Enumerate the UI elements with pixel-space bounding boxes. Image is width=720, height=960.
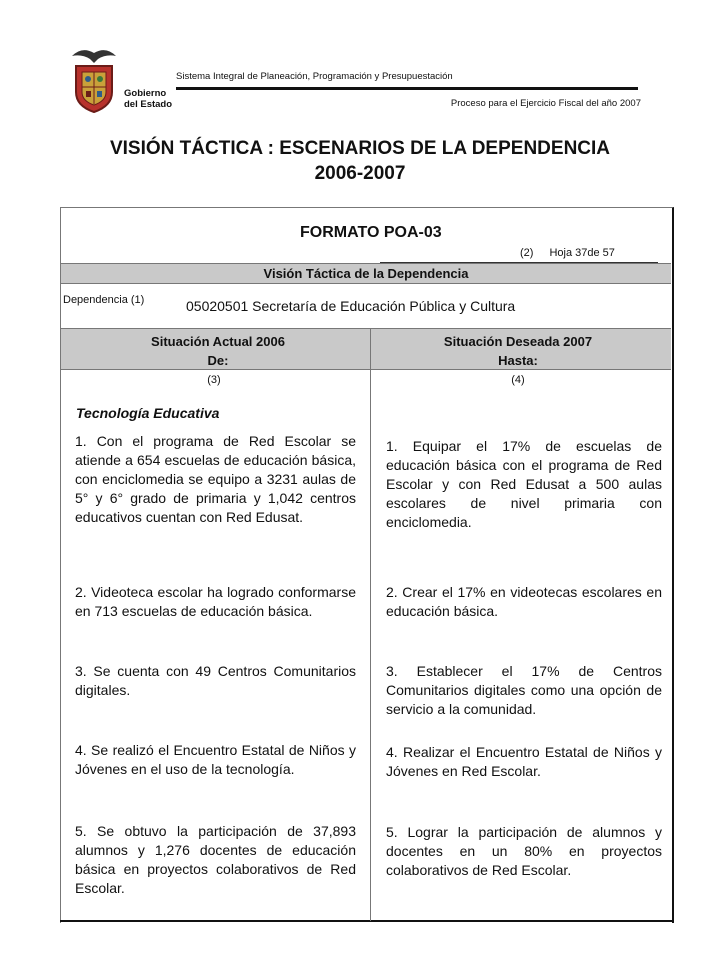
state-coat-of-arms-icon — [68, 44, 120, 114]
government-label-line-2: del Estado — [124, 99, 173, 110]
desired-column-number: (4) — [511, 374, 525, 386]
format-title: FORMATO POA-03 — [300, 224, 442, 241]
government-label — [124, 88, 172, 110]
desired-item-4: 4. Realizar el Encuentro Estatal de Niños y Jóvenes en Red Escolar. — [386, 744, 662, 779]
column-divider — [370, 328, 371, 921]
desired-item-1: 1. Equipar el 17% de escuelas de educación básica con el programa de Red Escolar y con Red Edusat a 500 aulas escolares de nivel primaria con enciclomedia. — [386, 438, 662, 530]
header-rule — [176, 87, 638, 90]
desired-situation-subtitle: Hasta: — [498, 353, 538, 368]
desired-item-3: 3. Establecer el 17% de Centros Comunitarios digitales como una opción de servicio a la comunidad. — [386, 663, 662, 717]
topic-subtitle: Tecnología Educativa — [76, 405, 220, 421]
desired-item-5: 5. Lograr la participación de alumnos y docentes en un 80% en proyectos colaborativos de Red Escolar. — [386, 824, 662, 878]
form-frame-bottom — [60, 920, 673, 922]
current-situation-header — [68, 332, 368, 370]
section-band — [61, 263, 671, 284]
section-title: Visión Táctica de la Dependencia — [263, 266, 469, 281]
current-item-5: 5. Se obtuvo la participación de 37,893 alumnos y 1,276 docentes de educación básica en proyectos colaborativos de Red Escolar. — [75, 823, 356, 896]
current-item-1: 1. Con el programa de Red Escolar se atiende a 654 escuelas de educación básica, con enciclomedia se equipo a 3231 aulas de 5° y 6° grado de primaria y 1,042 centros educativos cuentan con Red Edusat. — [75, 433, 356, 525]
current-item-4: 4. Se realizó el Encuentro Estatal de Niños y Jóvenes en el uso de la tecnología. — [75, 742, 356, 777]
dependency-label: Dependencia (1) — [63, 294, 145, 306]
sheet-number: Hoja 37de 57 — [549, 247, 615, 259]
sheet-reference — [520, 247, 660, 259]
page-title-line-2: 2006-2007 — [314, 163, 406, 184]
current-situation-title: Situación Actual 2006 — [151, 334, 285, 349]
dependency-value: 05020501 Secretaría de Educación Pública y Cultura — [186, 298, 516, 314]
sheet-ref-number: (2) — [520, 247, 534, 259]
current-item-3: 3. Se cuenta con 49 Centros Comunitarios digitales. — [75, 663, 356, 698]
page-title-line-1: VISIÓN TÁCTICA : ESCENARIOS DE LA DEPENDENCIA — [109, 138, 611, 159]
desired-situation-header — [368, 332, 668, 370]
desired-situation-title: Situación Deseada 2007 — [443, 334, 593, 349]
desired-item-2: 2. Crear el 17% en videotecas escolares en educación básica. — [386, 584, 662, 619]
system-title: Sistema Integral de Planeación, Programación y Presupuestación — [176, 71, 453, 82]
page-title — [60, 136, 660, 186]
current-situation-subtitle: De: — [207, 353, 229, 368]
form-frame — [60, 207, 674, 923]
current-item-2: 2. Videoteca escolar ha logrado conformarse en 713 escuelas de educación básica. — [75, 584, 356, 619]
process-title: Proceso para el Ejercicio Fiscal del año 2007 — [450, 98, 641, 109]
current-column-number: (3) — [207, 374, 221, 386]
government-label-line-1: Gobierno — [124, 88, 167, 99]
